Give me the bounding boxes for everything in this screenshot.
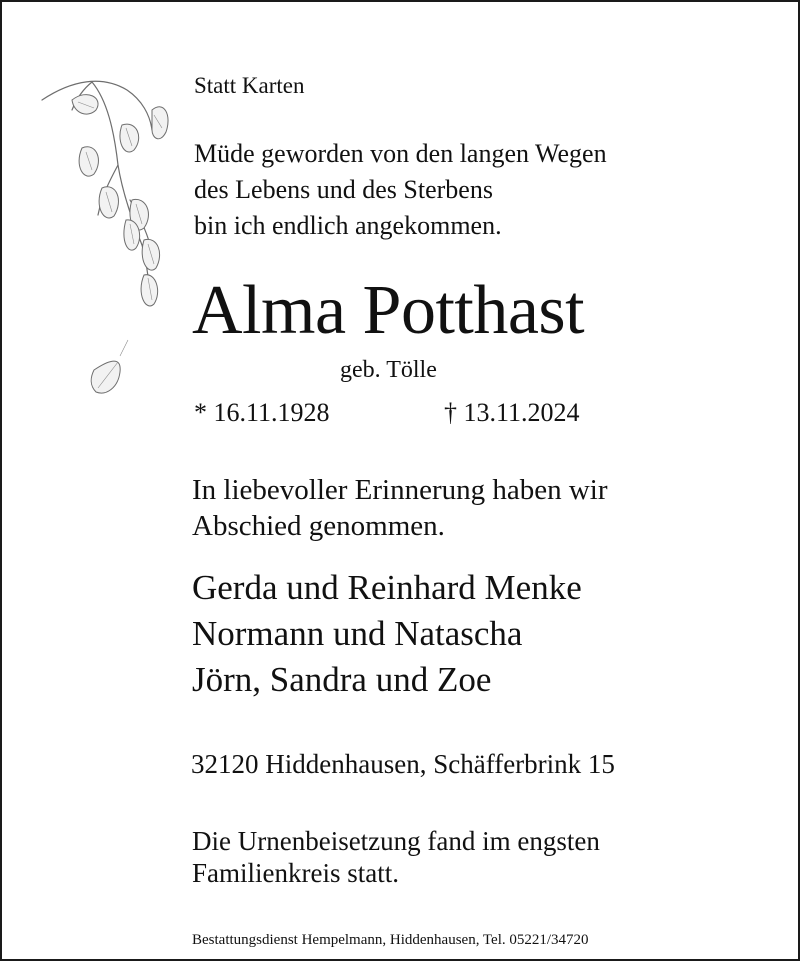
birth-date: * 16.11.1928 — [194, 398, 330, 427]
farewell-line: Abschied genommen. — [192, 510, 445, 542]
deceased-name: Alma Potthast — [192, 272, 585, 349]
maiden-name: geb. Tölle — [340, 357, 437, 383]
funeral-home: Bestattungsdienst Hempelmann, Hiddenhausen, Tel. 05221/34720 — [192, 932, 589, 948]
poem-line: des Lebens und des Sterbens — [194, 175, 493, 204]
burial-line: Familienkreis statt. — [192, 858, 399, 888]
poem — [194, 136, 607, 244]
burial-line: Die Urnenbeisetzung fand im engsten — [192, 826, 600, 856]
header-statt-karten: Statt Karten — [194, 73, 305, 98]
mourner: Gerda und Reinhard Menke — [192, 568, 582, 607]
farewell-text — [192, 472, 608, 544]
mourner: Jörn, Sandra und Zoe — [192, 660, 492, 699]
farewell-line: In liebevoller Erinnerung haben wir — [192, 474, 608, 506]
poem-line: bin ich endlich angekommen. — [194, 211, 502, 240]
death-date: † 13.11.2024 — [444, 398, 580, 427]
mourner: Normann und Natascha — [192, 614, 523, 653]
burial-note — [192, 825, 600, 889]
poem-line: Müde geworden von den langen Wegen — [194, 139, 607, 168]
birch-leaves-icon — [32, 70, 192, 410]
address: 32120 Hiddenhausen, Schäfferbrink 15 — [191, 749, 615, 779]
mourners-list — [192, 565, 582, 703]
